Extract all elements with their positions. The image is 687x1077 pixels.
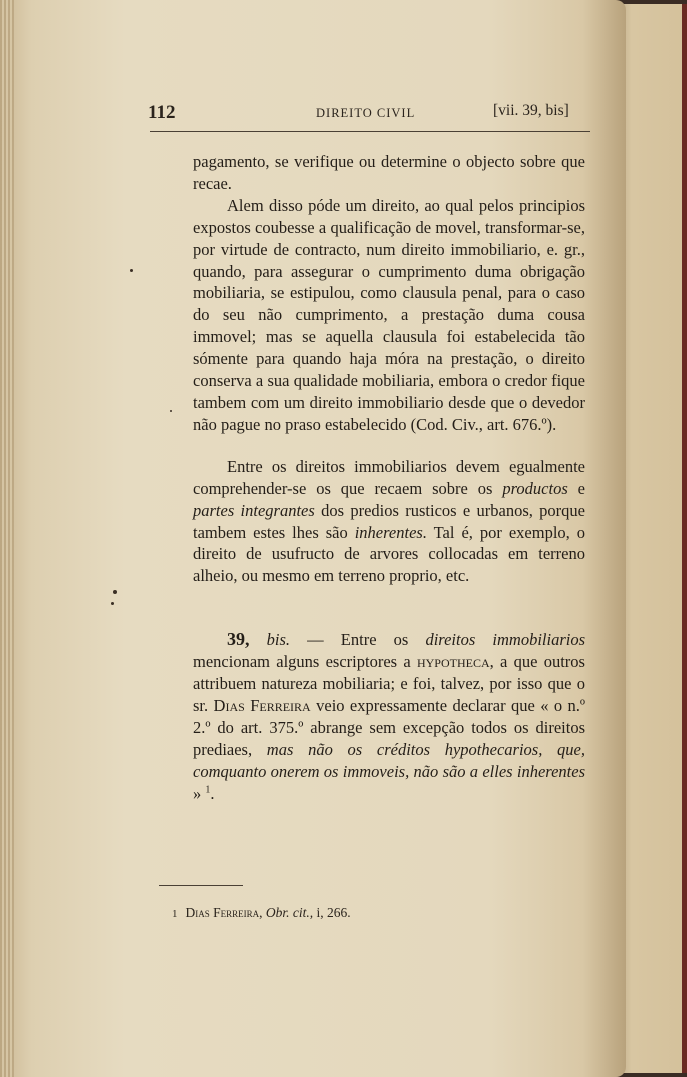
page-header: [148, 100, 596, 128]
text-run: Tal é, por exemplo, o direito de usufructo de arvores collocadas em terreno alheio, ou mesmo em terreno proprio, etc.: [193, 522, 586, 586]
footnote-number: 1: [172, 908, 178, 920]
footnote-work: Obr. cit.,: [265, 905, 314, 920]
text-run: , a que outros attribuem natureza mobiliaria; e foi, talvez, por isso que o sr.: [193, 652, 585, 715]
header-rule: [150, 131, 590, 132]
footnote: [172, 905, 572, 921]
running-title: DIREITO CIVIL: [316, 106, 416, 120]
text-run: »: [193, 783, 206, 803]
footnote-rule: [159, 885, 243, 886]
text-run: .: [210, 783, 215, 803]
paragraph-continuation: pagamento, se verifique ou determine o objecto sobre que recae.: [193, 152, 585, 193]
body-text: [193, 151, 585, 804]
text-run: Entre os direitos immobiliarios devem egualmente comprehender-se os que recaem sobre os: [193, 456, 585, 498]
section-number: 39,: [227, 629, 250, 650]
quoted-italic: mas não os créditos hypothecarios, que, comquanto onerem os immoveis, não são a elles inherentes: [193, 739, 585, 781]
paper-speck: [113, 590, 117, 594]
section-bis: bis.: [266, 630, 291, 650]
small-caps-term: hypotheca: [416, 652, 490, 672]
footnote-reference: i, 266.: [313, 905, 351, 920]
paper-speck: [111, 602, 114, 605]
paragraph: Alem disso póde um direito, ao qual pelos principios expostos coubesse a qualificação de movel, transformar-se, por virtude de contracto, num direito immobiliario, e. gr., quando, para assegurar o cumprimento duma obrigação mobiliaria, se estipulou, como clausula penal, para o caso do seu não cumprimento, a prestação duma cousa immovel; mas se aquella clausula foi estabelecida tão sómente para quando haja móra na prestação, o direito conserva a sua qualidade mobiliaria, embora o credor fique tambem com um direito immobiliario desde que o devedor não pague no praso estabelecido (Cod. Civ., art. 676.º).: [193, 195, 585, 434]
footnote-author: Dias Ferreira,: [185, 905, 263, 920]
italic-term: inherentes.: [354, 522, 427, 542]
text-run: veio expressamente declarar que « o n.º 2.º do art. 375.º abrange sem excepção todos os direitos prediaes,: [193, 695, 586, 759]
paper-speck: [170, 410, 172, 412]
italic-term: productos: [502, 478, 568, 498]
italic-term: partes integrantes: [193, 500, 315, 520]
text-run: mencionam alguns escriptores a: [193, 652, 417, 672]
text-run: dos predios rusticos e urbanos, porque tambem estes lhes são: [193, 500, 585, 542]
text-run: e: [567, 478, 585, 498]
text-run: — Entre os: [290, 630, 426, 650]
page-number: 112: [148, 102, 176, 123]
italic-term: direitos immobiliarios: [425, 630, 586, 650]
author-name: Dias Ferreira: [213, 695, 311, 715]
paragraph: [193, 456, 585, 587]
paper-speck: [130, 269, 133, 272]
section-reference: [vii. 39, bis]: [493, 102, 569, 119]
footnote-marker: 1: [205, 784, 211, 796]
book-cover-edge: [682, 4, 687, 1073]
section-paragraph: [193, 629, 585, 804]
